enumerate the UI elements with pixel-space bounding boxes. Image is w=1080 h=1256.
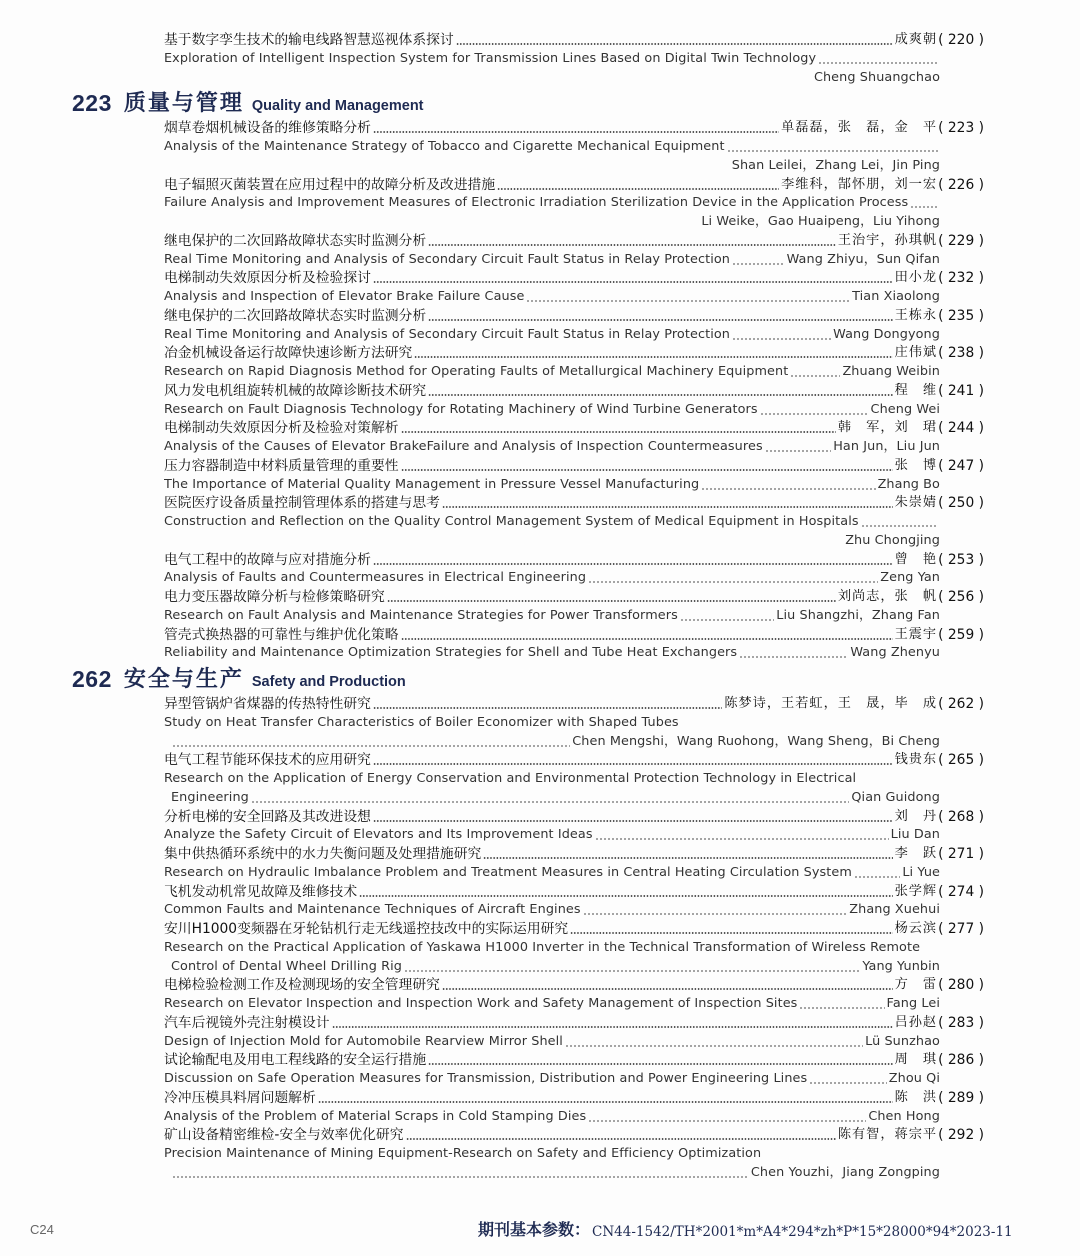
entry-title: Analysis of the Problem of Material Scraps in Cold Stamping Dies	[164, 1109, 587, 1124]
dot-leader	[701, 488, 875, 490]
entry-author: Li Weike，Gao Huaipeng，Liu Yihong	[701, 214, 940, 229]
entry-title: Analysis of the Maintenance Strategy of Tobacco and Cigarette Mechanical Equipment	[164, 139, 725, 154]
entry-author: 田小龙	[894, 270, 938, 285]
entry-title: Construction and Reflection on the Quality Control Management System of Medical Equipment in Hospitals	[164, 514, 859, 529]
entry-author: Shan Leilei，Zhang Lei，Jin Ping	[731, 158, 940, 173]
entry-title: 基于数字孪生技术的输电线路智慧巡视体系探讨	[164, 32, 454, 48]
entry-author: 陈梦诗，王若虹，王 晟，毕 成	[724, 696, 938, 711]
entry-author: 王治宇，孙琪帆	[837, 233, 938, 248]
dot-leader	[401, 469, 893, 471]
entry-author: Zhou Qi	[888, 1071, 940, 1086]
dot-leader	[406, 1138, 836, 1140]
toc-entry-zh	[164, 881, 984, 901]
dot-leader	[172, 745, 570, 747]
toc-entry-zh	[164, 230, 984, 250]
entry-title: 医院医疗设备质量控制管理体系的搭建与思考	[164, 495, 440, 511]
dot-leader	[910, 206, 938, 208]
toc-entry-zh	[164, 749, 984, 769]
entry-author: 庄伟斌	[894, 345, 938, 360]
section-title-en: Safety and Production	[251, 674, 406, 690]
entry-title: Research on Elevator Inspection and Inspection Work and Safety Management of Inspection Sites	[164, 996, 798, 1011]
entry-page-number: ( 271 )	[938, 846, 984, 862]
entry-title: 继电保护的二次回路故障状态实时监测分析	[164, 308, 427, 324]
entry-title: 压力容器制造中材料质量管理的重要性	[164, 458, 399, 474]
entry-title: Research on the Application of Energy Conservation and Environmental Protection Technology in Electrical	[164, 771, 857, 786]
entry-title: Common Faults and Maintenance Techniques of Aircraft Engines	[164, 902, 581, 917]
dot-leader	[318, 1101, 893, 1103]
dot-leader	[401, 638, 893, 640]
toc-entry-en	[164, 862, 940, 882]
toc-entry-zh	[164, 1124, 984, 1144]
entry-author: Chen Mengshi，Wang Ruohong，Wang Sheng，Bi Cheng	[572, 734, 940, 749]
toc-entry-continuation	[164, 155, 940, 175]
toc-entry-continuation	[164, 67, 940, 87]
entry-author: Tian Xiaolong	[852, 289, 940, 304]
section-heading	[72, 663, 406, 693]
toc-entry-zh	[164, 586, 984, 606]
dot-leader	[428, 319, 892, 321]
toc-entry-en	[164, 1143, 940, 1163]
entry-page-number: ( 292 )	[938, 1127, 984, 1143]
dot-leader	[442, 506, 893, 508]
entry-author: 吕孙赵	[894, 1015, 938, 1030]
dot-leader	[854, 876, 900, 878]
entry-author: 刘 丹	[894, 809, 938, 824]
journal-parameters	[478, 1217, 1013, 1240]
entry-page-number: ( 226 )	[938, 177, 984, 193]
toc-entry-en	[164, 136, 940, 156]
toc-entry-en	[164, 324, 940, 344]
toc-entry-continuation	[164, 1162, 940, 1182]
toc-entry-zh	[164, 549, 984, 569]
toc-entry-en	[164, 361, 940, 381]
dot-leader	[739, 656, 848, 658]
entry-title: Research on Rapid Diagnosis Method for Operating Faults of Metallurgical Machinery Equipment	[164, 364, 789, 379]
entry-author: Cheng Wei	[870, 402, 940, 417]
entry-title: Analysis and Inspection of Elevator Brake Failure Cause	[164, 289, 525, 304]
entry-title: Precision Maintenance of Mining Equipment-Research on Safety and Efficiency Optimization	[164, 1146, 762, 1161]
entry-author: 张 博	[894, 458, 938, 473]
entry-author: Cheng Shuangchao	[813, 70, 940, 85]
page-code: C24	[30, 1222, 54, 1237]
entry-page-number: ( 232 )	[938, 270, 984, 286]
toc-entry-en	[164, 399, 940, 419]
toc-entry-en	[164, 249, 940, 269]
entry-author: Zhu Chongjing	[845, 533, 940, 548]
toc-entry-zh	[164, 974, 984, 994]
entry-title: 电梯检验检测工作及检测现场的安全管理研究	[164, 977, 440, 993]
entry-title: Control of Dental Wheel Drilling Rig	[171, 959, 402, 974]
dot-leader	[765, 450, 831, 452]
dot-leader	[251, 801, 849, 803]
toc-entry-zh	[164, 455, 984, 475]
dot-leader	[680, 619, 774, 621]
entry-title: Analysis of Faults and Countermeasures in Electrical Engineering	[164, 570, 587, 585]
entry-author: 周 琪	[894, 1052, 938, 1067]
toc-entry-en	[164, 1031, 940, 1051]
entry-title: 分析电梯的安全回路及其改进设想	[164, 809, 371, 825]
toc-entry-en	[171, 787, 940, 807]
dot-leader	[373, 763, 893, 765]
entry-author: Wang Zhiyu，Sun Qifan	[786, 252, 940, 267]
dot-leader	[373, 820, 893, 822]
entry-title: 烟草卷烟机械设备的维修策略分析	[164, 120, 371, 136]
dot-leader	[442, 988, 893, 990]
entry-author: 曾 艳	[894, 552, 938, 567]
toc-entry-zh	[164, 693, 984, 713]
entry-title: 飞机发动机常见故障及维修技术	[164, 884, 358, 900]
toc-entry-en	[171, 956, 940, 976]
toc-entry-en	[164, 993, 940, 1013]
toc-entry-zh	[164, 342, 984, 362]
dot-leader	[526, 300, 850, 302]
entry-page-number: ( 286 )	[938, 1052, 984, 1068]
toc-entry-continuation	[164, 211, 940, 231]
entry-author: Liu Dan	[890, 827, 940, 842]
toc-entry-en	[164, 605, 940, 625]
entry-title: The Importance of Material Quality Management in Pressure Vessel Manufacturing	[164, 477, 700, 492]
toc-entry-zh	[164, 1049, 984, 1069]
dot-leader	[588, 581, 878, 583]
entry-title: 继电保护的二次回路故障状态实时监测分析	[164, 233, 427, 249]
entry-author: Lü Sunzhao	[865, 1034, 940, 1049]
dot-leader	[799, 1007, 884, 1009]
entry-title: Design of Injection Mold for Automobile Rearview Mirror Shell	[164, 1034, 563, 1049]
dot-leader	[588, 1120, 866, 1122]
toc-entry-zh	[164, 1012, 984, 1032]
dot-leader	[373, 563, 893, 565]
entry-page-number: ( 229 )	[938, 233, 984, 249]
dot-leader	[428, 244, 836, 246]
entry-page-number: ( 238 )	[938, 345, 984, 361]
entry-author: 陈 洪	[894, 1090, 938, 1105]
toc-entry-en	[164, 567, 940, 587]
entry-page-number: ( 250 )	[938, 495, 984, 511]
dot-leader	[373, 131, 779, 133]
dot-leader	[583, 913, 848, 915]
entry-title: Analyze the Safety Circuit of Elevators and Its Improvement Ideas	[164, 827, 593, 842]
toc-entry-continuation	[164, 530, 940, 550]
entry-title: Engineering	[171, 790, 249, 805]
entry-page-number: ( 268 )	[938, 809, 984, 825]
toc-entry-en	[164, 712, 940, 732]
dot-leader	[373, 281, 893, 283]
dot-leader	[727, 150, 938, 152]
entry-author: Zeng Yan	[880, 570, 940, 585]
toc-entry-zh	[164, 918, 984, 938]
toc-entry-en	[164, 824, 940, 844]
entry-title: 试论输配电及用电工程线路的安全运行措施	[164, 1052, 427, 1068]
entry-title: 冶金机械设备运行故障快速诊断方法研究	[164, 345, 413, 361]
entry-title: Exploration of Intelligent Inspection System for Transmission Lines Based on Digital Twin Technology	[164, 51, 817, 66]
section-heading	[72, 87, 424, 117]
entry-title: Discussion on Safe Operation Measures for Transmission, Distribution and Power Engineering Lines	[164, 1071, 808, 1086]
entry-title: Research on the Practical Application of Yaskawa H1000 Inverter in the Technical Transformation of Wireless Remote	[164, 940, 921, 955]
entry-author: Chen Youzhi，Jiang Zongping	[750, 1165, 940, 1180]
toc-entry-zh	[164, 843, 984, 863]
entry-author: Li Yue	[902, 865, 940, 880]
dot-leader	[428, 394, 892, 396]
entry-page-number: ( 223 )	[938, 120, 984, 136]
entry-page-number: ( 253 )	[938, 552, 984, 568]
toc-entry-zh	[164, 305, 984, 325]
toc-entry-continuation	[164, 731, 940, 751]
dot-leader	[428, 1063, 892, 1065]
entry-author: 钱贵东	[894, 752, 938, 767]
entry-author: Fang Lei	[886, 996, 940, 1011]
dot-leader	[570, 932, 892, 934]
entry-author: 张学辉	[894, 884, 938, 899]
entry-page-number: ( 244 )	[938, 420, 984, 436]
toc-entry-zh	[164, 806, 984, 826]
entry-title: Research on Fault Analysis and Maintenance Strategies for Power Transformers	[164, 608, 678, 623]
entry-page-number: ( 262 )	[938, 696, 984, 712]
entry-author: Zhang Bo	[877, 477, 940, 492]
entry-author: Han Jun，Liu Jun	[833, 439, 940, 454]
entry-title: 集中供热循环系统中的水力失衡问题及处理措施研究	[164, 846, 482, 862]
toc-entry-en	[164, 511, 940, 531]
dot-leader	[359, 895, 892, 897]
entry-title: 异型管锅炉省煤器的传热特性研究	[164, 696, 371, 712]
journal-parameters-value: CN44-1542/TH*2001*m*A4*294*zh*P*15*28000*94*2023-11	[592, 1224, 1013, 1240]
entry-page-number: ( 256 )	[938, 589, 984, 605]
entry-page-number: ( 235 )	[938, 308, 984, 324]
entry-page-number: ( 247 )	[938, 458, 984, 474]
dot-leader	[809, 1082, 886, 1084]
toc-entry-en	[164, 642, 940, 662]
entry-author: 王震宇	[894, 627, 938, 642]
toc-entry-en	[164, 192, 940, 212]
dot-leader	[565, 1045, 863, 1047]
entry-title: Real Time Monitoring and Analysis of Secondary Circuit Fault Status in Relay Protection	[164, 252, 731, 267]
toc-entry-zh	[164, 29, 984, 49]
dot-leader	[401, 431, 836, 433]
entry-title: 电梯制动失效原因分析及检验对策解析	[164, 420, 399, 436]
toc-entry-zh	[164, 267, 984, 287]
entry-author: 单磊磊，张 磊，金 平	[781, 120, 938, 135]
entry-page-number: ( 283 )	[938, 1015, 984, 1031]
entry-title: Research on Fault Diagnosis Technology for Rotating Machinery of Wind Turbine Generators	[164, 402, 758, 417]
toc-entry-en	[164, 1068, 940, 1088]
toc-entry-en	[164, 1106, 940, 1126]
toc-entry-en	[164, 937, 940, 957]
dot-leader	[861, 525, 938, 527]
entry-title: 电子辐照灭菌装置在应用过程中的故障分析及改进措施	[164, 177, 496, 193]
entry-title: 汽车后视镜外壳注射模设计	[164, 1015, 330, 1031]
entry-author: 王栋永	[894, 308, 938, 323]
toc-entry-zh	[164, 117, 984, 137]
dot-leader	[332, 1026, 893, 1028]
entry-title: Study on Heat Transfer Characteristics of Boiler Economizer with Shaped Tubes	[164, 715, 679, 730]
dot-leader	[497, 188, 779, 190]
entry-author: Wang Zhenyu	[850, 645, 940, 660]
entry-author: Zhuang Weibin	[842, 364, 940, 379]
entry-title: Reliability and Maintenance Optimization Strategies for Shell and Tube Heat Exchangers	[164, 645, 738, 660]
entry-author: 李维科，郜怀朋，刘一宏	[781, 177, 938, 192]
entry-page-number: ( 280 )	[938, 977, 984, 993]
entry-title: 电力变压器故障分析与检修策略研究	[164, 589, 385, 605]
entry-author: 陈有智，蒋宗平	[837, 1127, 938, 1142]
entry-author: Yang Yunbin	[862, 959, 940, 974]
entry-title: Real Time Monitoring and Analysis of Secondary Circuit Fault Status in Relay Protection	[164, 327, 731, 342]
entry-author: 韩 军，刘 珺	[837, 420, 938, 435]
entry-author: 刘尚志，张 帆	[837, 589, 938, 604]
entry-page-number: ( 220 )	[938, 32, 984, 48]
toc-entry-zh	[164, 174, 984, 194]
entry-title: 安川H1000变频器在牙轮钻机行走无线遥控技改中的实际运用研究	[164, 921, 569, 937]
section-title-zh: 质量与管理	[123, 91, 244, 117]
entry-author: 成爽朝	[894, 32, 938, 47]
dot-leader	[760, 413, 869, 415]
entry-page-number: ( 259 )	[938, 627, 984, 643]
entry-author: 方 雷	[894, 977, 938, 992]
entry-title: 电梯制动失效原因分析及检验探讨	[164, 270, 371, 286]
toc-entry-zh	[164, 624, 984, 644]
entry-page-number: ( 289 )	[938, 1090, 984, 1106]
entry-author: Liu Shangzhi，Zhang Fan	[776, 608, 940, 623]
dot-leader	[373, 707, 722, 709]
section-title-zh: 安全与生产	[123, 667, 244, 692]
dot-leader	[404, 970, 860, 972]
toc-entry-zh	[164, 1087, 984, 1107]
toc-entry-en	[164, 286, 940, 306]
entry-author: 程 维	[894, 383, 938, 398]
toc-entry-zh	[164, 380, 984, 400]
dot-leader	[456, 43, 893, 45]
toc-entry-en	[164, 436, 940, 456]
entry-title: 风力发电机组旋转机械的故障诊断技术研究	[164, 383, 427, 399]
entry-title: 电气工程中的故障与应对措施分析	[164, 552, 371, 568]
entry-author: Qian Guidong	[851, 790, 940, 805]
toc-entry-zh	[164, 492, 984, 512]
entry-author: 杨云滨	[894, 921, 938, 936]
dot-leader	[732, 263, 785, 265]
entry-page-number: ( 274 )	[938, 884, 984, 900]
entry-title: Research on Hydraulic Imbalance Problem and Treatment Measures in Central Heating Circulation System	[164, 865, 852, 880]
dot-leader	[595, 838, 889, 840]
entry-author: Zhang Xuehui	[849, 902, 940, 917]
dot-leader	[387, 600, 836, 602]
toc-entry-en	[164, 768, 940, 788]
entry-author: 朱崇婧	[894, 495, 938, 510]
toc-entry-en	[164, 48, 940, 68]
section-title-en: Quality and Management	[251, 98, 424, 115]
dot-leader	[172, 1176, 749, 1178]
entry-author: 李 跃	[894, 846, 938, 861]
toc-entry-en	[164, 899, 940, 919]
entry-title: 冷冲压模具料屑问题解析	[164, 1090, 316, 1106]
entry-title: Analysis of the Causes of Elevator BrakeFailure and Analysis of Inspection Countermeasures	[164, 439, 763, 454]
dot-leader	[414, 356, 892, 358]
dot-leader	[818, 62, 938, 64]
entry-author: Chen Hong	[868, 1109, 940, 1124]
section-page-number: 223	[72, 90, 112, 117]
entry-page-number: ( 265 )	[938, 752, 984, 768]
entry-title: 管壳式换热器的可靠性与维护优化策略	[164, 627, 399, 643]
entry-title: 矿山设备精密维检-安全与效率优化研究	[164, 1127, 404, 1143]
entry-author: Wang Dongyong	[833, 327, 940, 342]
toc-entry-zh	[164, 417, 984, 437]
journal-parameters-label: 期刊基本参数：	[478, 1220, 591, 1239]
dot-leader	[483, 857, 892, 859]
toc-entry-en	[164, 474, 940, 494]
entry-page-number: ( 277 )	[938, 921, 984, 937]
section-page-number: 262	[72, 666, 112, 692]
entry-title: Failure Analysis and Improvement Measures of Electronic Irradiation Sterilization Device in the Application Process	[164, 195, 909, 210]
entry-page-number: ( 241 )	[938, 383, 984, 399]
entry-title: 电气工程节能环保技术的应用研究	[164, 752, 371, 768]
dot-leader	[790, 375, 840, 377]
dot-leader	[732, 338, 831, 340]
